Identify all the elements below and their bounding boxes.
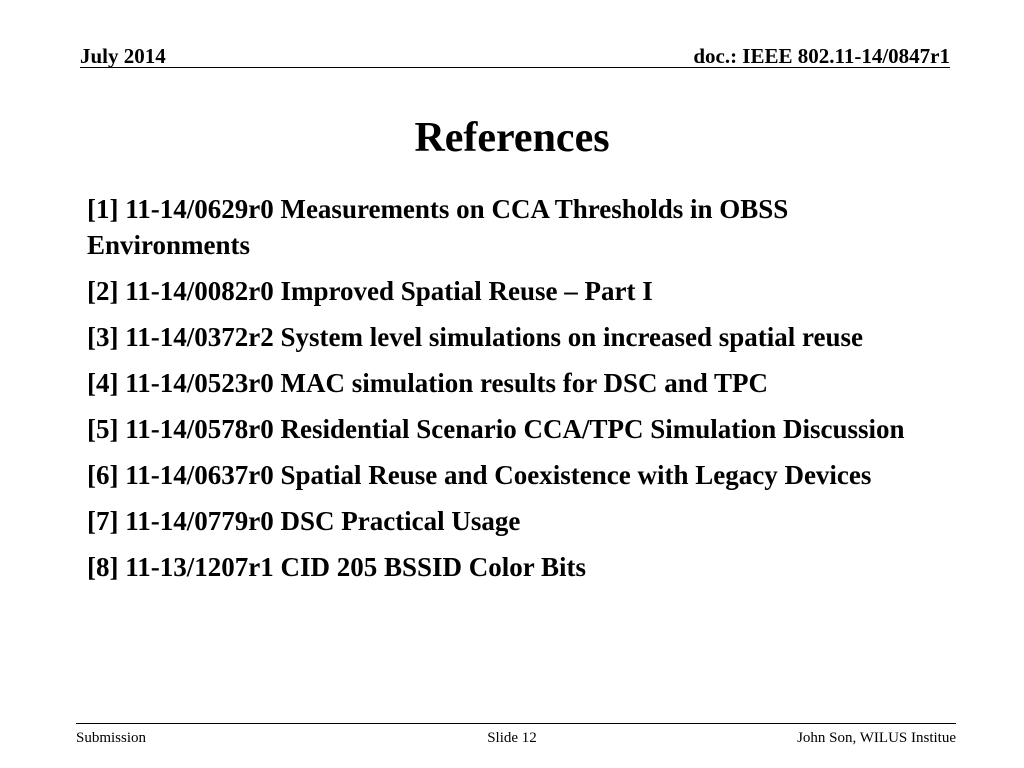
slide-title: References: [414, 115, 610, 161]
reference-item-6: [6] 11-14/0637r0 Spatial Reuse and Coexistence with Legacy Devices: [87, 460, 872, 490]
reference-item-7: [7] 11-14/0779r0 DSC Practical Usage: [87, 506, 521, 536]
footer-slide-number: Slide 12: [487, 730, 537, 746]
reference-item-8: [8] 11-13/1207r1 CID 205 BSSID Color Bits: [87, 552, 587, 582]
reference-item-4: [4] 11-14/0523r0 MAC simulation results for DSC and TPC: [87, 368, 769, 398]
reference-item-3: [3] 11-14/0372r2 System level simulations on increased spatial reuse: [87, 322, 863, 352]
reference-list: [87, 191, 937, 595]
reference-item-1: [1] 11-14/0629r0 Measurements on CCA Thresholds in OBSS Environments: [87, 194, 789, 260]
footer-divider: [76, 723, 956, 724]
footer-submission: Submission: [76, 730, 147, 746]
header-doc-id: doc.: IEEE 802.11-14/0847r1: [693, 44, 950, 68]
reference-item-5: [5] 11-14/0578r0 Residential Scenario CCA/TPC Simulation Discussion: [87, 414, 905, 444]
header-date: July 2014: [80, 44, 166, 68]
header-divider: [80, 67, 950, 68]
footer-author: John Son, WILUS Institue: [797, 730, 956, 746]
reference-item-2: [2] 11-14/0082r0 Improved Spatial Reuse – Part I: [87, 276, 653, 306]
